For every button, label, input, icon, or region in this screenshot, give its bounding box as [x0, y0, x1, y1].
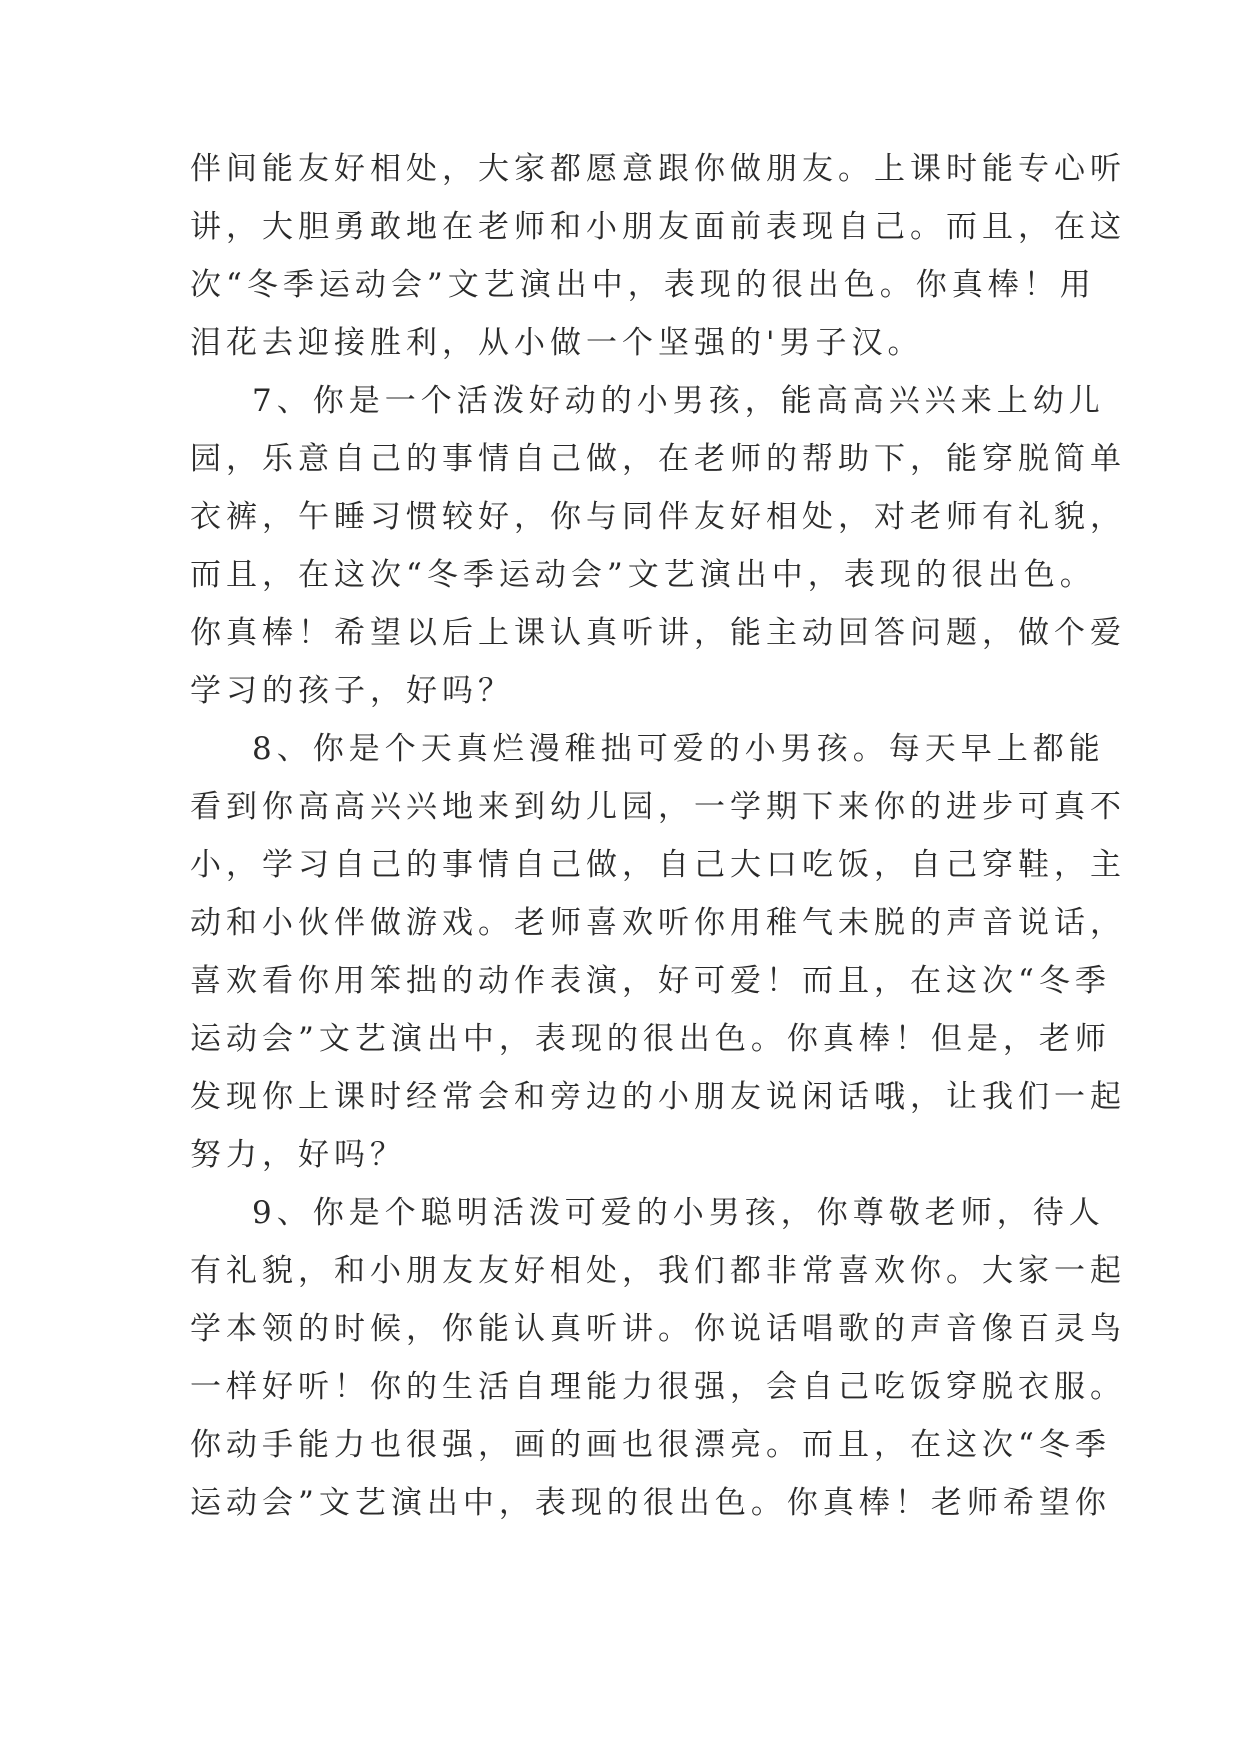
text-line: 学本领的时候，你能认真听讲。你说话唱歌的声音像百灵鸟	[190, 1311, 1126, 1347]
text-line: 有礼貌，和小朋友友好相处，我们都非常喜欢你。大家一起	[190, 1253, 1126, 1289]
text-line: 次“冬季运动会”文艺演出中，表现的很出色。你真棒！用	[190, 267, 1096, 303]
paragraph-8-start: 8、你是个天真烂漫稚拙可爱的小男孩。每天早上都能	[252, 731, 1105, 767]
text-line: 发现你上课时经常会和旁边的小朋友说闲话哦，让我们一起	[190, 1079, 1126, 1115]
text-line: 动和小伙伴做游戏。老师喜欢听你用稚气未脱的声音说话，	[190, 905, 1126, 941]
text-line: 讲，大胆勇敢地在老师和小朋友面前表现自己。而且，在这	[190, 209, 1126, 245]
text-line: 衣裤，午睡习惯较好，你与同伴友好相处，对老师有礼貌，	[190, 499, 1126, 535]
text-line: 喜欢看你用笨拙的动作表演，好可爱！而且，在这次“冬季	[190, 963, 1111, 999]
text-line: 学习的孩子，好吗？	[190, 673, 514, 709]
text-line: 伴间能友好相处，大家都愿意跟你做朋友。上课时能专心听	[190, 151, 1126, 187]
text-line: 你真棒！希望以后上课认真听讲，能主动回答问题，做个爱	[190, 615, 1126, 651]
text-line: 泪花去迎接胜利，从小做一个坚强的'男子汉。	[190, 325, 924, 361]
text-line: 运动会”文艺演出中，表现的很出色。你真棒！老师希望你	[190, 1485, 1111, 1521]
body-text	[190, 140, 1126, 1532]
text-line: 而且，在这次“冬季运动会”文艺演出中，表现的很出色。	[190, 557, 1096, 593]
text-line: 一样好听！你的生活自理能力很强，会自己吃饭穿脱衣服。	[190, 1369, 1126, 1405]
text-line: 园，乐意自己的事情自己做，在老师的帮助下，能穿脱简单	[190, 441, 1126, 477]
paragraph-7-start: 7、你是一个活泼好动的小男孩，能高高兴兴来上幼儿	[252, 383, 1105, 419]
text-line: 你动手能力也很强，画的画也很漂亮。而且，在这次“冬季	[190, 1427, 1111, 1463]
paragraph-9-start: 9、你是个聪明活泼可爱的小男孩，你尊敬老师，待人	[252, 1195, 1105, 1231]
text-line: 看到你高高兴兴地来到幼儿园，一学期下来你的进步可真不	[190, 789, 1126, 825]
text-line: 运动会”文艺演出中，表现的很出色。你真棒！但是，老师	[190, 1021, 1111, 1057]
text-line: 努力，好吗？	[190, 1137, 406, 1173]
text-line: 小，学习自己的事情自己做，自己大口吃饭，自己穿鞋，主	[190, 847, 1126, 883]
